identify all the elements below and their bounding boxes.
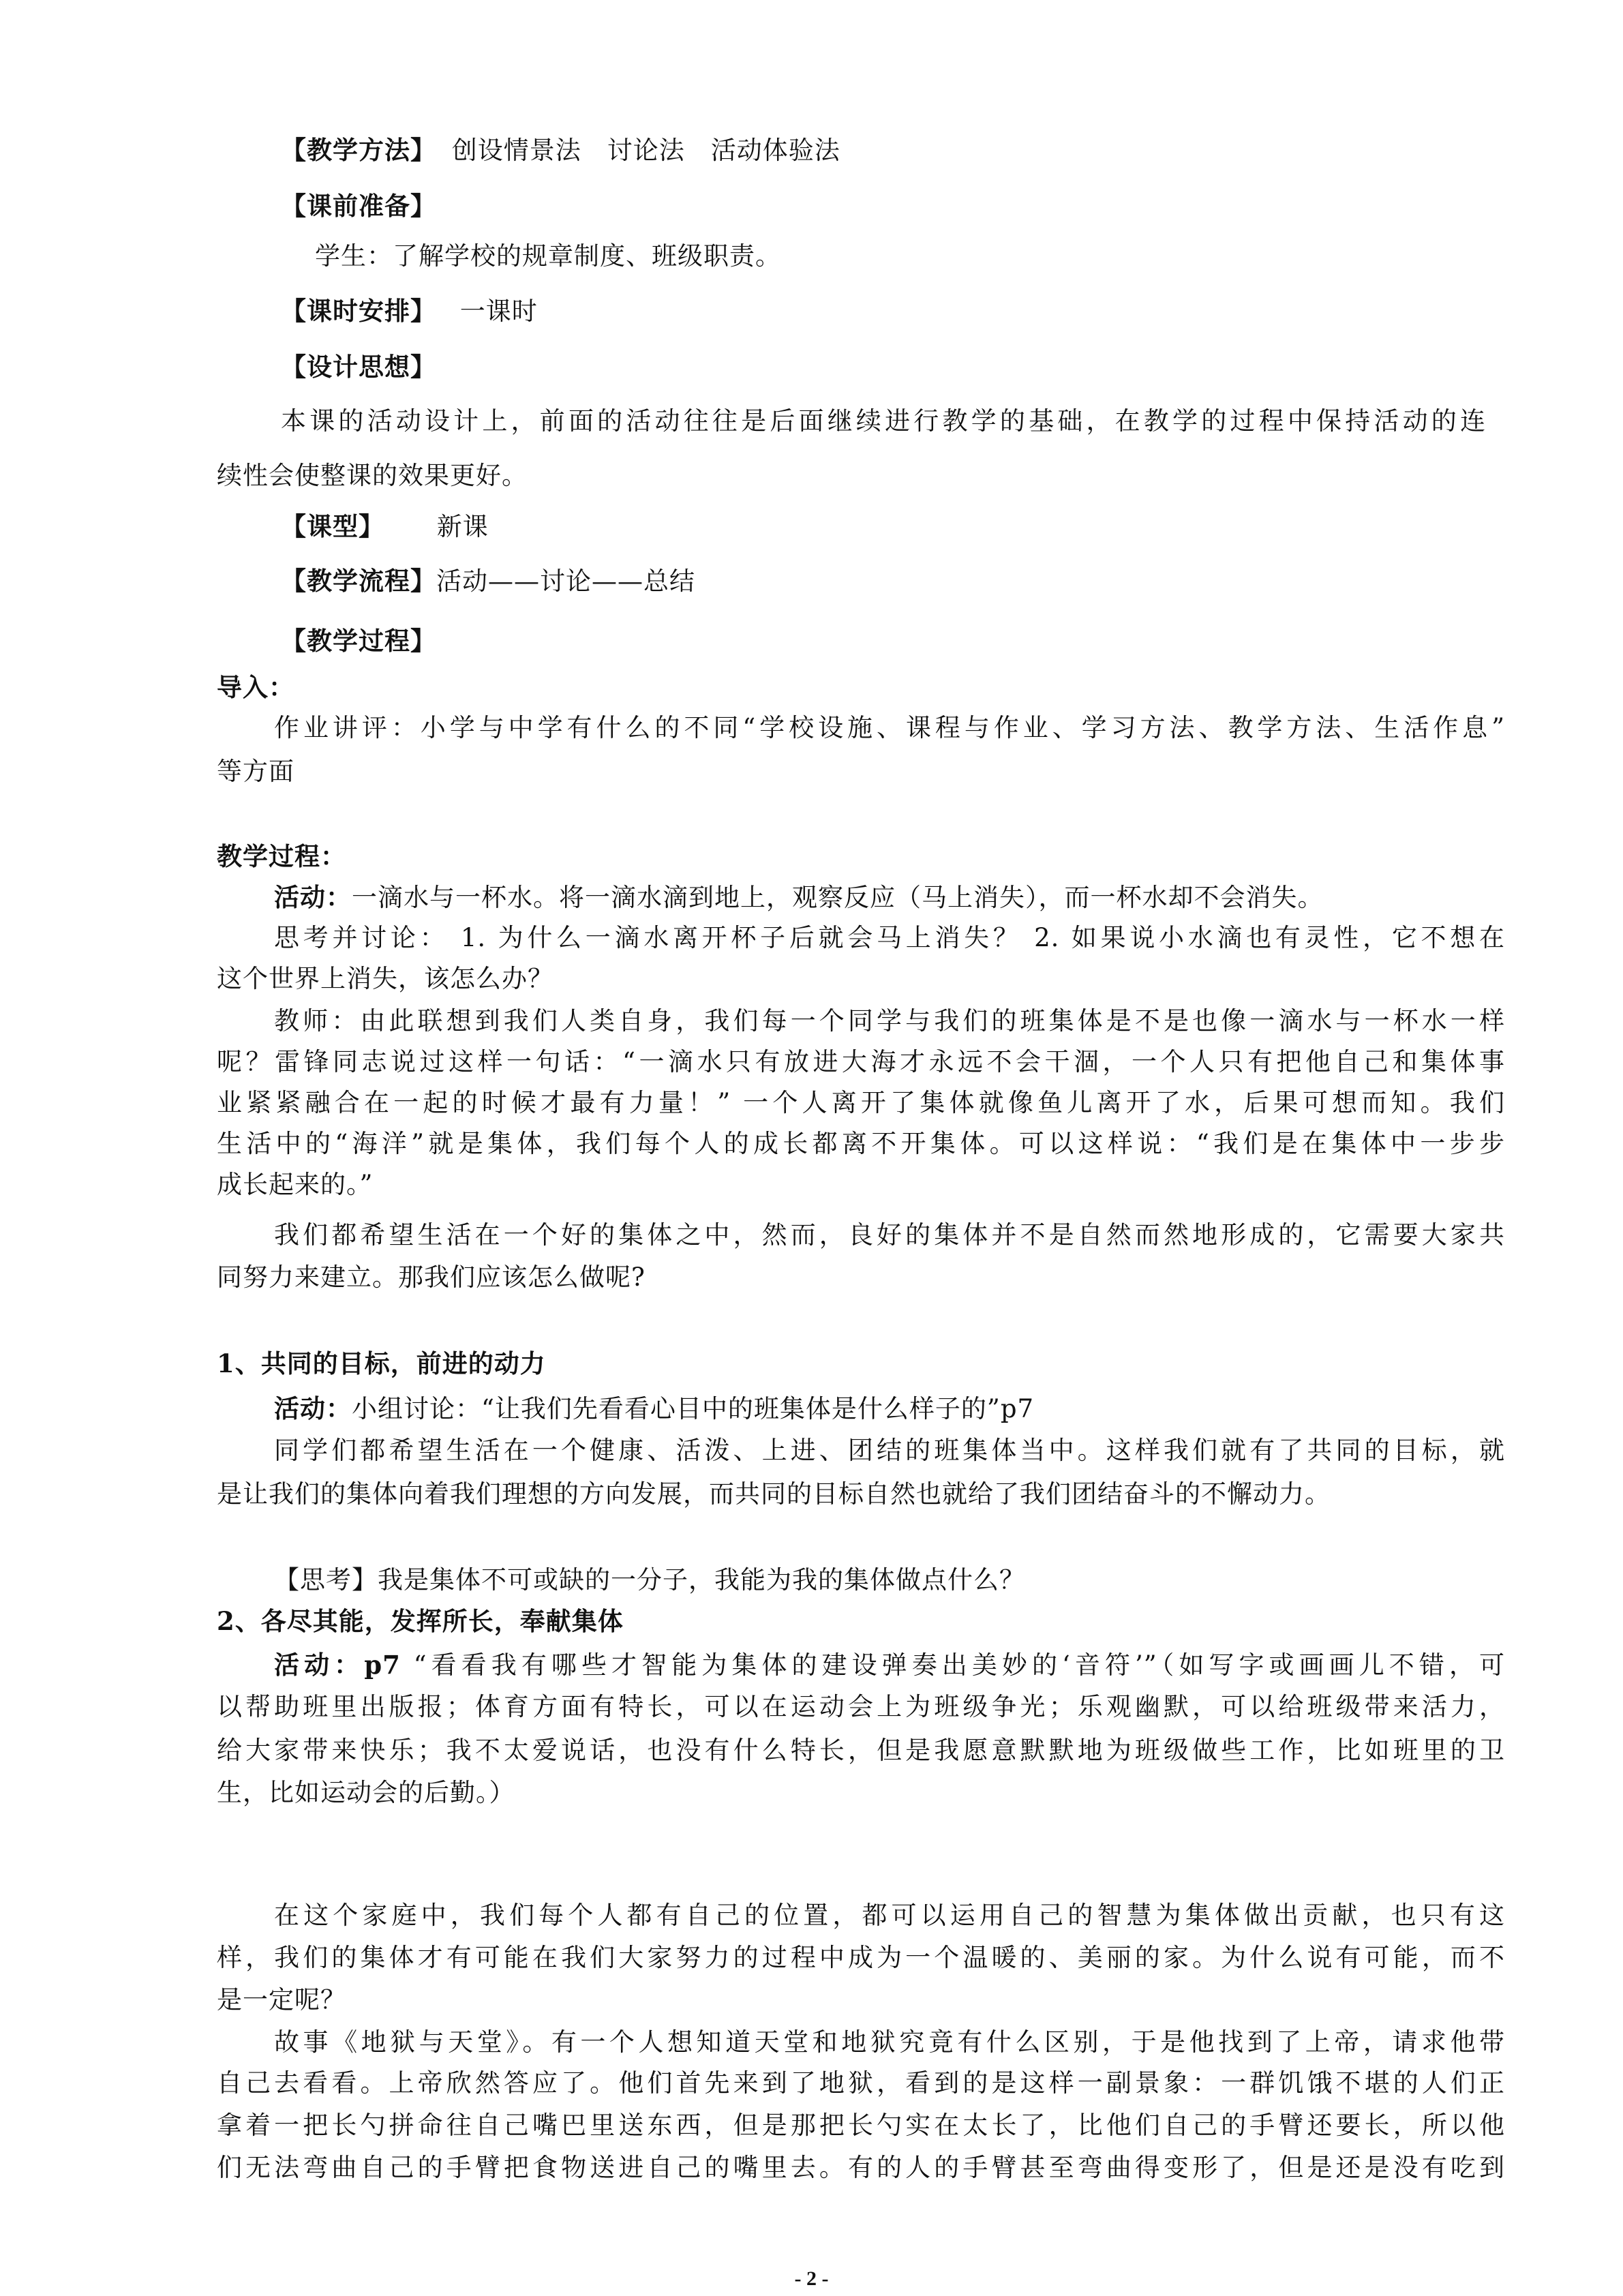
teacher-line-4: 生活中的“海洋”就是集体，我们每个人的成长都离不开集体。可以这样说：“我们是在集体中一步步	[217, 1129, 1505, 1158]
prep-label: 【课前准备】	[281, 191, 436, 221]
process-activity-label: 活动：	[274, 882, 352, 912]
page-number: - 2 -	[794, 2267, 829, 2290]
flow-line	[281, 563, 695, 599]
time-line	[281, 293, 538, 329]
process-activity	[274, 879, 1324, 916]
section2-line-4: 生，比如运动会的后勤。）	[217, 1778, 515, 1807]
section1-activity	[274, 1391, 1034, 1427]
section2-activity-line-1: “看看我有哪些才智能为集体的建设弹奏出美妙的‘音符’”（如写字或画画儿不错，可	[413, 1650, 1506, 1680]
family-line-2: 样，我们的集体才有可能在我们大家努力的过程中成为一个温暖的、美丽的家。为什么说有可能，而不	[217, 1943, 1505, 1972]
story-line-4: 们无法弯曲自己的手臂把食物送进自己的嘴里去。有的人的手臂甚至弯曲得变形了，但是还是没有吃到	[217, 2153, 1505, 2182]
type-label: 【课型】	[281, 511, 384, 541]
section1-heading: 1、共同的目标，前进的动力	[217, 1348, 546, 1378]
type-value: 新课	[436, 512, 489, 541]
teacher-line-1: 教师：由此联想到我们人类自身，我们每一个同学与我们的班集体是不是也像一滴水与一杯水一样	[274, 1006, 1505, 1036]
family-line-3: 是一定呢？	[217, 1985, 346, 2014]
section1-line-2: 是让我们的集体向着我们理想的方向发展，而共同的目标自然也就给了我们团结奋斗的不懈动力。	[217, 1479, 1331, 1509]
process-label: 【教学过程】	[281, 626, 436, 656]
method-label: 【教学方法】	[281, 135, 436, 165]
think-line-2: 这个世界上消失，该怎么办？	[217, 964, 553, 993]
section2-activity-label: 活动：p7	[274, 1650, 401, 1680]
section1-activity-label: 活动：	[274, 1393, 352, 1423]
hope-line-2: 同努力来建立。那我们应该怎么做呢?	[217, 1263, 646, 1292]
teacher-line-3: 业紧紧融合在一起的时候才最有力量！” 一个人离开了集体就像鱼儿离开了水，后果可想而知。我们	[217, 1088, 1505, 1117]
intro-line-2: 等方面	[217, 757, 294, 786]
family-line-1: 在这个家庭中，我们每个人都有自己的位置，都可以运用自己的智慧为集体做出贡献，也只有这	[274, 1901, 1505, 1930]
teacher-line-5: 成长起来的。”	[217, 1170, 374, 1199]
flow-label: 【教学流程】	[281, 566, 436, 596]
process-heading: 教学过程：	[217, 841, 346, 871]
section2-heading: 2、各尽其能，发挥所长，奉献集体	[217, 1606, 624, 1636]
hope-line-1: 我们都希望生活在一个好的集体之中，然而，良好的集体并不是自然而然地形成的，它需要大家共	[274, 1220, 1505, 1250]
design-label: 【设计思想】	[281, 352, 436, 382]
method-value: 创设情景法 讨论法 活动体验法	[451, 136, 840, 165]
teacher-line-2: 呢？雷锋同志说过这样一句话：“一滴水只有放进大海才永远不会干涸，一个人只有把他自己和集体事	[217, 1047, 1505, 1076]
section1-activity-text: 小组讨论：“让我们先看看心目中的班集体是什么样子的”p7	[352, 1394, 1035, 1423]
think-block	[274, 1562, 1025, 1598]
story-line-2: 自己去看看。上帝欣然答应了。他们首先来到了地狱，看到的是这样一副景象：一群饥饿不堪的人们正	[217, 2068, 1505, 2098]
design-line-1: 本课的活动设计上，前面的活动往往是后面继续进行教学的基础，在教学的过程中保持活动的连	[281, 406, 1486, 436]
story-line-1: 故事《地狱与天堂》。有一个人想知道天堂和地狱究竟有什么区别，于是他找到了上帝，请求他带	[274, 2027, 1505, 2057]
type-line	[281, 509, 489, 545]
prep-student: 学生：了解学校的规章制度、班级职责。	[315, 241, 781, 271]
section2-line-2: 以帮助班里出版报；体育方面有特长，可以在运动会上为班级争光；乐观幽默，可以给班级带来活力，	[217, 1692, 1505, 1721]
method-line	[281, 132, 840, 168]
time-label: 【课时安排】	[281, 296, 436, 326]
intro-heading: 导入：	[217, 672, 294, 702]
intro-line-1: 作业讲评：小学与中学有什么的不同“学校设施、课程与作业、学习方法、教学方法、生活作息”	[274, 713, 1505, 742]
section2-activity	[274, 1647, 1505, 1683]
story-line-3: 拿着一把长勺拼命往自己嘴巴里送东西，但是那把长勺实在太长了，比他们自己的手臂还要长，所以他	[217, 2111, 1505, 2140]
design-line-2: 续性会使整课的效果更好。	[217, 461, 528, 490]
flow-value: 活动——讨论——总结	[436, 567, 695, 596]
process-activity-text: 一滴水与一杯水。将一滴水滴到地上，观察反应（马上消失），而一杯水却不会消失。	[352, 883, 1324, 912]
think-label: 【思考】	[274, 1565, 378, 1595]
think-text: 我是集体不可或缺的一分子，我能为我的集体做点什么？	[378, 1565, 1025, 1595]
section2-line-3: 给大家带来快乐；我不太爱说话，也没有什么特长，但是我愿意默默地为班级做些工作，比如班里的卫	[217, 1736, 1505, 1765]
section1-line-1: 同学们都希望生活在一个健康、活泼、上进、团结的班集体当中。这样我们就有了共同的目标，就	[274, 1436, 1505, 1465]
think-line-1: 思考并讨论： 1. 为什么一滴水离开杯子后就会马上消失？ 2. 如果说小水滴也有灵性，它不想在	[274, 923, 1505, 952]
time-value: 一课时	[459, 297, 538, 326]
